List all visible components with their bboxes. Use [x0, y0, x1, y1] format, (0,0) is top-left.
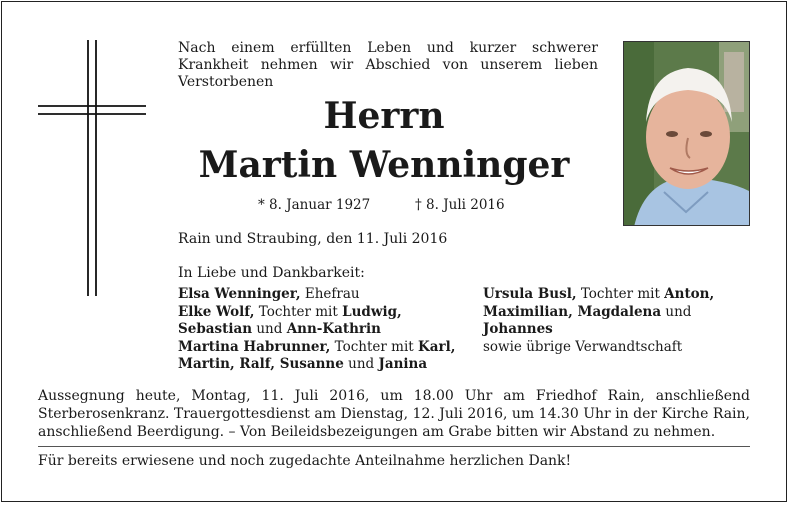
cross-icon	[38, 40, 146, 296]
mourner-line: Martin, Ralf, Susanne und Janina	[178, 356, 428, 372]
mourner-line: sowie übrige Verwandtschaft	[483, 338, 683, 355]
mourner-line: Ursula Busl, Tochter mit Anton,	[483, 286, 715, 302]
deceased-name: Martin Wenninger	[198, 144, 570, 186]
service-info: Aussegnung heute, Montag, 11. Juli 2016, um 18.00 Uhr am Friedhof Rain, anschließend Sterberosenkranz. Trauergottesdienst am Dienstag, 12. Juli 2016, um 14.30 Uhr in der Kirche Rain, anschließend Beerdigung. – Von Beileidsbezeigungen am Grabe bitten wir Abstand zu nehmen.	[38, 388, 750, 440]
intro-text: Nach einem erfüllten Leben und kurzer schwerer Krankheit nehmen wir Abschied von unserem lieben Verstorbenen	[178, 40, 598, 90]
death-date: † 8. Juli 2016	[415, 197, 505, 213]
salutation: Herrn	[323, 95, 445, 137]
place-date: Rain und Straubing, den 11. Juli 2016	[178, 231, 448, 247]
mourner-line: Elsa Wenninger, Ehefrau	[178, 286, 360, 302]
divider	[38, 446, 750, 447]
mourners-right	[483, 286, 763, 356]
portrait-photo	[623, 41, 750, 226]
mourners-left	[178, 286, 458, 374]
mourner-line: Maximilian, Magdalena und Johannes	[483, 303, 692, 337]
mourner-line: Elke Wolf, Tochter mit Ludwig,	[178, 303, 402, 320]
mourners-intro: In Liebe und Dankbarkeit:	[178, 265, 365, 281]
closing-thanks: Für bereits erwiesene und noch zugedachte Anteilnahme herzlichen Dank!	[38, 453, 572, 469]
birth-date: * 8. Januar 1927	[258, 197, 371, 213]
mourner-line: Martina Habrunner, Tochter mit Karl,	[178, 338, 456, 355]
mourner-line: Sebastian und Ann-Kathrin	[178, 321, 381, 337]
